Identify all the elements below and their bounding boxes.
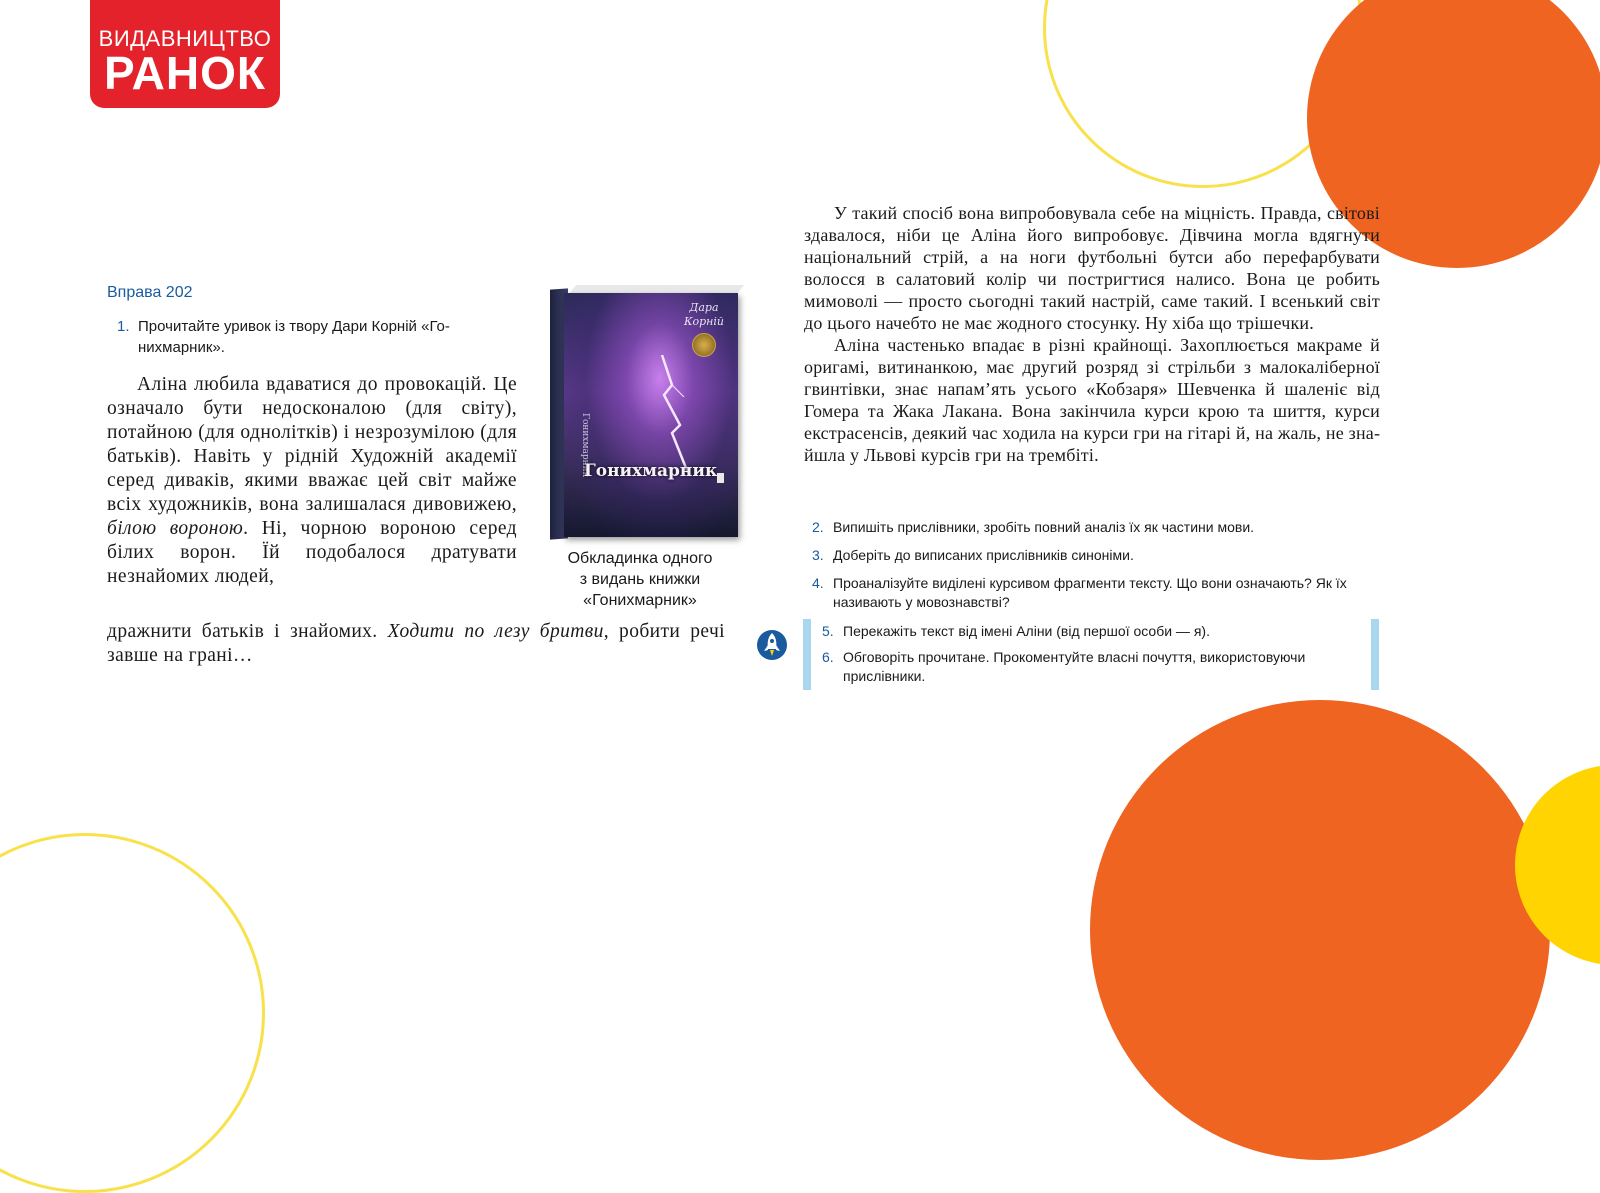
task-text: Прочитайте уривок із твору Дари Корній «Гонихмарник». bbox=[138, 318, 450, 356]
story-text-right bbox=[804, 202, 1380, 466]
book-caption bbox=[540, 548, 740, 611]
highlight-bar-left bbox=[803, 619, 811, 690]
caption-line: Обкладинка одного bbox=[567, 550, 713, 567]
task-text: Обговоріть прочитане. Прокоментуйте власні почуття, використовуючи прислівники. bbox=[843, 649, 1306, 684]
task-3 bbox=[812, 546, 1134, 565]
caption-line: «Гонихмарник» bbox=[583, 592, 697, 609]
task-text: Випишіть прислівники, зробіть повний аналіз їх як частини мови. bbox=[833, 519, 1255, 535]
logo-line-1: ВИДАВНИЦТВО bbox=[98, 26, 272, 51]
task-number: 5. bbox=[822, 623, 834, 639]
book-spine-title: Гонихмарник bbox=[580, 413, 590, 478]
story-segment: Аліна любила вдаватися до провокацій. Це означало бути недосконалою (для світу), потайною (для однолітків) і незрозумілою (для батьків). Навіть у рідній Художній академії серед диваків, якими вважає цей світ майже всіх художників, вона залишалася дивовижею, bbox=[107, 374, 517, 515]
task-number: 6. bbox=[822, 649, 834, 665]
book-author-line: Корній bbox=[683, 315, 724, 328]
exercise-title: Вправа 202 bbox=[107, 284, 193, 301]
book-cover bbox=[564, 293, 738, 537]
book-cover-image bbox=[550, 285, 740, 541]
story-italic: Ходити по лезу бритви bbox=[387, 621, 604, 642]
caption-line: з видань книжки bbox=[579, 571, 701, 588]
task-number: 2. bbox=[812, 519, 824, 535]
highlight-bar-right bbox=[1371, 619, 1379, 690]
task-2 bbox=[812, 518, 1254, 537]
task-text: Перекажіть текст від імені Аліни (від першої особи — я). bbox=[843, 623, 1210, 639]
decorative-orange-circle-bottom bbox=[1090, 700, 1550, 1160]
book-title: Гонихмарник bbox=[584, 461, 718, 481]
book-badge-icon bbox=[692, 333, 716, 357]
story-segment: , робити речі завше на грані… bbox=[107, 621, 725, 666]
story-text-bottom bbox=[107, 620, 725, 668]
story-paragraph: Аліна частенько впадає в різні крайнощі. Захоплюється макраме й оригамі, витинанкою, має другий розряд зі стрільби з малокаліберної гвинтівки, знає напам’ять усього «Кобзаря» Шевченка й шаленіє від Гомера та Жака Лакана. Вона закінчила курси крою та шиття, курси екстрасенсів, деякий час ходила на курси гри на гітарі й, на жаль, не знайшла у Львові курсів гри на трембіті. bbox=[804, 335, 1380, 465]
task-number: 4. bbox=[812, 575, 824, 591]
story-segment: . Ні, чорною вороною серед білих ворон. Їй подобалося дратувати незнайомих людей, bbox=[107, 518, 517, 587]
task-6 bbox=[822, 648, 1362, 686]
story-text-left bbox=[107, 373, 517, 589]
publisher-logo bbox=[90, 0, 280, 108]
task-text: Проаналізуйте виділені курсивом фрагменти тексту. Що вони означають? Як їх називають у мовознавстві? bbox=[833, 575, 1347, 610]
book-author bbox=[684, 301, 724, 329]
logo-line-2: РАНОК bbox=[104, 47, 266, 99]
task-5 bbox=[822, 622, 1362, 641]
task-text: Доберіть до виписаних прислівників синоніми. bbox=[833, 547, 1134, 563]
decorative-yellow-ring-bottom bbox=[0, 833, 265, 1193]
lightning-icon bbox=[654, 355, 694, 475]
task-number: 3. bbox=[812, 547, 824, 563]
task-1 bbox=[117, 316, 517, 358]
book-author-line: Дара bbox=[689, 301, 719, 314]
task-4 bbox=[812, 574, 1372, 612]
publisher-mark-icon bbox=[717, 473, 724, 483]
story-paragraph: У такий спосіб вона випробовувала себе на міцність. Правда, світові здавалося, ніби це Аліна його випробовує. Дівчина могла вдягнути національний стрій, а на ноги футбольні бутси або перефарбувати волосся в салатовий колір чи постригтися налисо. Вона це робить мимоволі — просто сьогодні такий настрій, саме такий. І всенький світ до цього начебто не має жодного стосунку. Ну хіба що трішечки. bbox=[804, 203, 1380, 333]
rocket-icon bbox=[756, 628, 788, 662]
story-italic: білою вороною bbox=[107, 518, 244, 539]
task-number: 1. bbox=[117, 318, 130, 335]
story-segment: дражнити батьків і знайомих. bbox=[107, 621, 388, 642]
